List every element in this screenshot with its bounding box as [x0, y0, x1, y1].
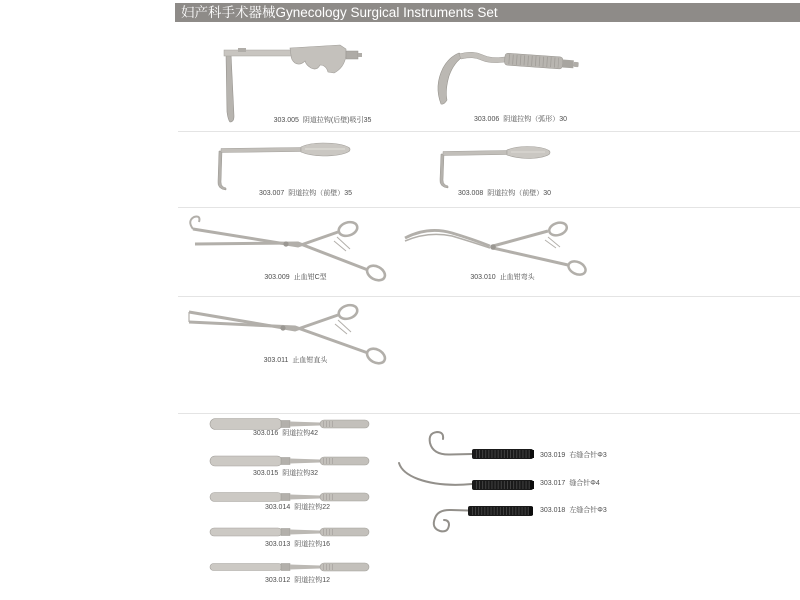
- product-label: [540, 506, 607, 515]
- product-label: [193, 429, 378, 438]
- product-name: 左缝合针Φ3: [569, 507, 607, 514]
- product-code: 303.019: [540, 452, 566, 459]
- section-divider: [178, 131, 800, 132]
- product-name: 阴道拉钩16: [294, 541, 331, 548]
- page-title: 妇产科手术器械Gynecology Surgical Instruments Set: [175, 3, 800, 22]
- flat-retractor-image: [208, 452, 373, 470]
- section-divider: [178, 207, 800, 208]
- product-label: [540, 451, 607, 460]
- product-code: 303.012: [264, 577, 291, 584]
- section-divider: [178, 413, 800, 414]
- flat-retractor-image: [208, 558, 373, 576]
- product-label: [540, 479, 600, 488]
- product-name: 阴道拉钩（弧形）30: [503, 116, 568, 123]
- product-code: 303.005: [273, 117, 299, 124]
- product-name: 右缝合针Φ3: [569, 452, 607, 459]
- retractor-anterior-image: [213, 142, 361, 194]
- product-label: [410, 273, 595, 282]
- product-code: 303.011: [263, 357, 289, 364]
- product-name: 阴道拉钩(后壁)吸引35: [302, 117, 372, 124]
- product-code: 303.009: [264, 274, 290, 281]
- retractor-arc-image: [433, 48, 583, 110]
- product-code: 303.017: [540, 480, 566, 487]
- left-suture-needle-image: [418, 498, 548, 536]
- suture-needle-image: [392, 456, 542, 492]
- product-code: 303.007: [258, 190, 285, 197]
- product-label: [205, 540, 390, 549]
- product-label: [193, 469, 378, 478]
- product-label: [213, 189, 398, 198]
- product-name: 阴道拉钩（前壁）35: [288, 190, 353, 197]
- product-name: 阴道拉钩12: [294, 577, 331, 584]
- product-code: 303.014: [264, 504, 291, 511]
- retractor-anterior-image: [435, 146, 560, 192]
- product-name: 阴道拉钩（前壁）30: [487, 190, 552, 197]
- product-label: [412, 189, 597, 198]
- product-label: [205, 576, 390, 585]
- product-label: [203, 356, 388, 365]
- product-name: 止血钳直头: [292, 357, 328, 364]
- product-label: [428, 115, 613, 124]
- product-name: 阴道拉钩42: [282, 430, 319, 437]
- product-name: 阴道拉钩32: [282, 470, 319, 477]
- product-label: [230, 116, 415, 125]
- product-name: 止血钳弯头: [499, 274, 535, 281]
- flat-retractor-image: [208, 523, 373, 541]
- product-code: 303.006: [473, 116, 500, 123]
- product-code: 303.008: [457, 190, 484, 197]
- product-code: 303.013: [264, 541, 291, 548]
- product-label: [205, 503, 390, 512]
- product-name: 阴道拉钩22: [294, 504, 331, 511]
- product-code: 303.016: [252, 430, 279, 437]
- product-code: 303.015: [252, 470, 279, 477]
- product-label: [203, 273, 388, 282]
- product-code: 303.018: [540, 507, 566, 514]
- section-divider: [178, 296, 800, 297]
- product-code: 303.010: [470, 274, 496, 281]
- product-name: 止血钳C型: [293, 274, 327, 281]
- product-name: 缝合针Φ4: [569, 480, 600, 487]
